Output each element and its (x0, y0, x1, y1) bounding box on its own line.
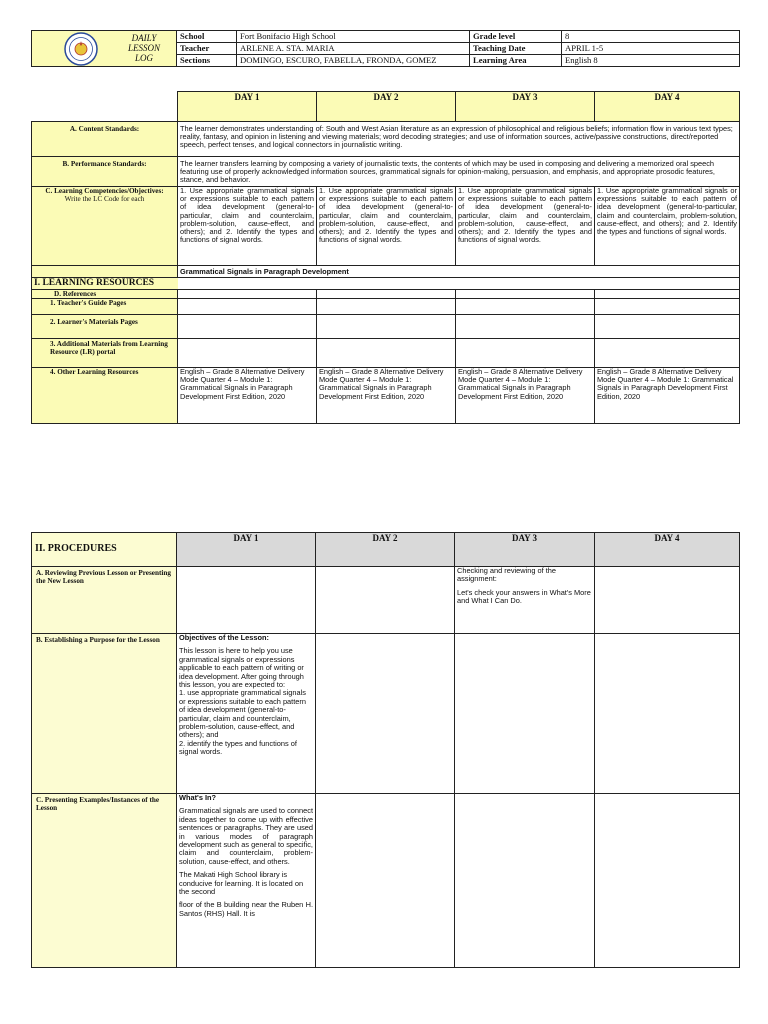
whats-in-heading: What's In? (179, 793, 217, 802)
content-standards-label: A. Content Standards: (32, 122, 178, 157)
teachers-guide-label: 1. Teacher's Guide Pages (32, 299, 178, 315)
learners-materials-label: 2. Learner's Materials Pages (32, 315, 178, 339)
other-resources-day1: English – Grade 8 Alternative Delivery Mode Quarter 4 – Module 1: Grammatical Signals in Paragraph Development First Edition, 2020 (178, 368, 317, 424)
proc-day3-header: DAY 3 (455, 533, 595, 567)
objectives-table (31, 91, 740, 424)
procedures-title: II. PROCEDURES (32, 533, 177, 567)
learning-competencies-label (32, 187, 178, 266)
performance-standards-text: The learner transfers learning by composing a variety of journalistic texts, the contents of which may be used in composing and delivering a memorized oral speech featuring use of properly acknowledged information sources, grammatical signals for opinion-making, persuasion, and emphasis, and appropriate prosodic features, stance, and behavior. (178, 157, 740, 187)
competency-day2: 1. Use appropriate grammatical signals or expressions suitable to each pattern of idea development (general-to-particular, claim and counterclaim, problem-solution, cause-effect, and others); and 2. Identify the types and functions of signal words. (317, 187, 456, 266)
proc-day4-header: DAY 4 (595, 533, 740, 567)
content-standards-text: The learner demonstrates understanding of: South and West Asian literature as an expression of philosophical and religious beliefs; information flow in various text types; reality, fantasy, and opinion in listening and viewing materials; word decoding strategies; and use of information sources, active/passive constructions, direct/reported speech, perfect tenses, and logical connectors in journalistic writing. (178, 122, 740, 157)
proc-day1-header: DAY 1 (177, 533, 316, 567)
learning-area-value: English 8 (562, 55, 740, 67)
teacher-label: Teacher (177, 43, 237, 55)
day1-header: DAY 1 (178, 92, 317, 122)
purpose-day1 (177, 634, 316, 794)
reviewing-day3-p1: Checking and reviewing of the assignment: (457, 566, 557, 584)
teaching-date-label: Teaching Date (470, 43, 562, 55)
purpose-label: B. Establishing a Purpose for the Lesson (32, 634, 177, 794)
teaching-date-value: APRIL 1-5 (562, 43, 740, 55)
reviewing-lesson-label: A. Reviewing Previous Lesson or Presenting the New Lesson (32, 567, 177, 634)
other-resources-day3: English – Grade 8 Alternative Delivery Mode Quarter 4 – Module 1: Grammatical Signals in Paragraph Development First Edition, 2020 (456, 368, 595, 424)
reviewing-day3 (455, 567, 595, 634)
grade-level-value: 8 (562, 31, 740, 43)
whats-in-p3: floor of the B building near the Ruben H. Santos (RHS) Hall. It is (179, 900, 313, 918)
presenting-examples-label: C. Presenting Examples/Instances of the Lesson (32, 794, 177, 968)
competency-day1: 1. Use appropriate grammatical signals or expressions suitable to each pattern of idea development (general-to-particular, claim and counterclaim, problem-solution, cause-effect, and others); and 2. Identify the types and functions of signal words. (178, 187, 317, 266)
deped-seal-icon (64, 32, 98, 66)
competency-day3: 1. Use appropriate grammatical signals or expressions suitable to each pattern of idea development (general-to-particular, claim and counterclaim, problem-solution, cause-effect, and others); and 2. Identify the types and functions of signal words. (456, 187, 595, 266)
day2-header: DAY 2 (317, 92, 456, 122)
school-label: School (177, 31, 237, 43)
procedures-table (31, 532, 740, 968)
whats-in-p1: Grammatical signals are used to connect ideas together to come up with effective sentences or paragraphs. They are used in various modes of paragraph development such as general to specific, claim and counterclaim, problem-solution, cause-effect, and others. (179, 806, 313, 866)
grade-level-label: Grade level (470, 31, 562, 43)
day3-header: DAY 3 (456, 92, 595, 122)
learning-resources-label: I. LEARNING RESOURCES (32, 278, 178, 290)
objectives-item-2: 2. identify the types and functions of signal words. (179, 738, 297, 757)
whats-in-p2: The Makati High School library is conducive for learning. It is located on the second (179, 870, 304, 897)
other-resources-day4: English – Grade 8 Alternative Delivery Mode Quarter 4 – Module 1: Grammatical Signals in Paragraph Development First Edition, 2020 (595, 368, 740, 424)
sections-value: DOMINGO, ESCURO, FABELLA, FRONDA, GOMEZ (237, 55, 470, 67)
dll-title: DAILY LESSON LOG (127, 33, 160, 63)
content-label-cell (32, 266, 178, 278)
additional-materials-label: 3. Additional Materials from Learning Resource (LR) portal (32, 339, 178, 368)
reviewing-day3-p2: Let's check your answers in What's More and What I Can Do. (457, 587, 591, 606)
objectives-intro: This lesson is here to help you use grammatical signals or expressions applicable to each pattern of writing or idea development. After going through this lesson, you are expected to: (179, 646, 304, 690)
objectives-heading: Objectives of the Lesson: (179, 633, 269, 642)
sections-label: Sections (177, 55, 237, 67)
objectives-item-1: 1. use appropriate grammatical signals or expressions suitable to each pattern of idea development (general-to-particular, claim and counterclaim, problem-solution, cause-effect, and others); and (179, 688, 306, 740)
performance-standards-label: B. Performance Standards: (32, 157, 178, 187)
other-resources-label: 4. Other Learning Resources (32, 368, 178, 424)
proc-day2-header: DAY 2 (316, 533, 455, 567)
lesson-topic: Grammatical Signals in Paragraph Development (178, 266, 740, 278)
other-resources-day2: English – Grade 8 Alternative Delivery Mode Quarter 4 – Module 1: Grammatical Signals in Paragraph Development First Edition, 2020 (317, 368, 456, 424)
competency-day4: 1. Use appropriate grammatical signals or expressions suitable to each pattern of idea development (general-to-particular, claim and counterclaim, problem-solution, cause-effect, and others); and 2. Identify the types and functions of signal words. (595, 187, 740, 266)
competency-subtitle: Write the LC Code for each (64, 195, 145, 203)
learning-area-label: Learning Area (470, 55, 562, 67)
header-table (31, 30, 740, 67)
school-value: Fort Bonifacio High School (237, 31, 470, 43)
references-label: D. References (32, 290, 178, 299)
teacher-value: ARLENE A. STA. MARIA (237, 43, 470, 55)
presenting-day1 (177, 794, 316, 968)
day4-header: DAY 4 (595, 92, 740, 122)
competency-title: C. Learning Competencies/Objectives: (45, 187, 164, 195)
header-logo-cell (32, 31, 177, 67)
